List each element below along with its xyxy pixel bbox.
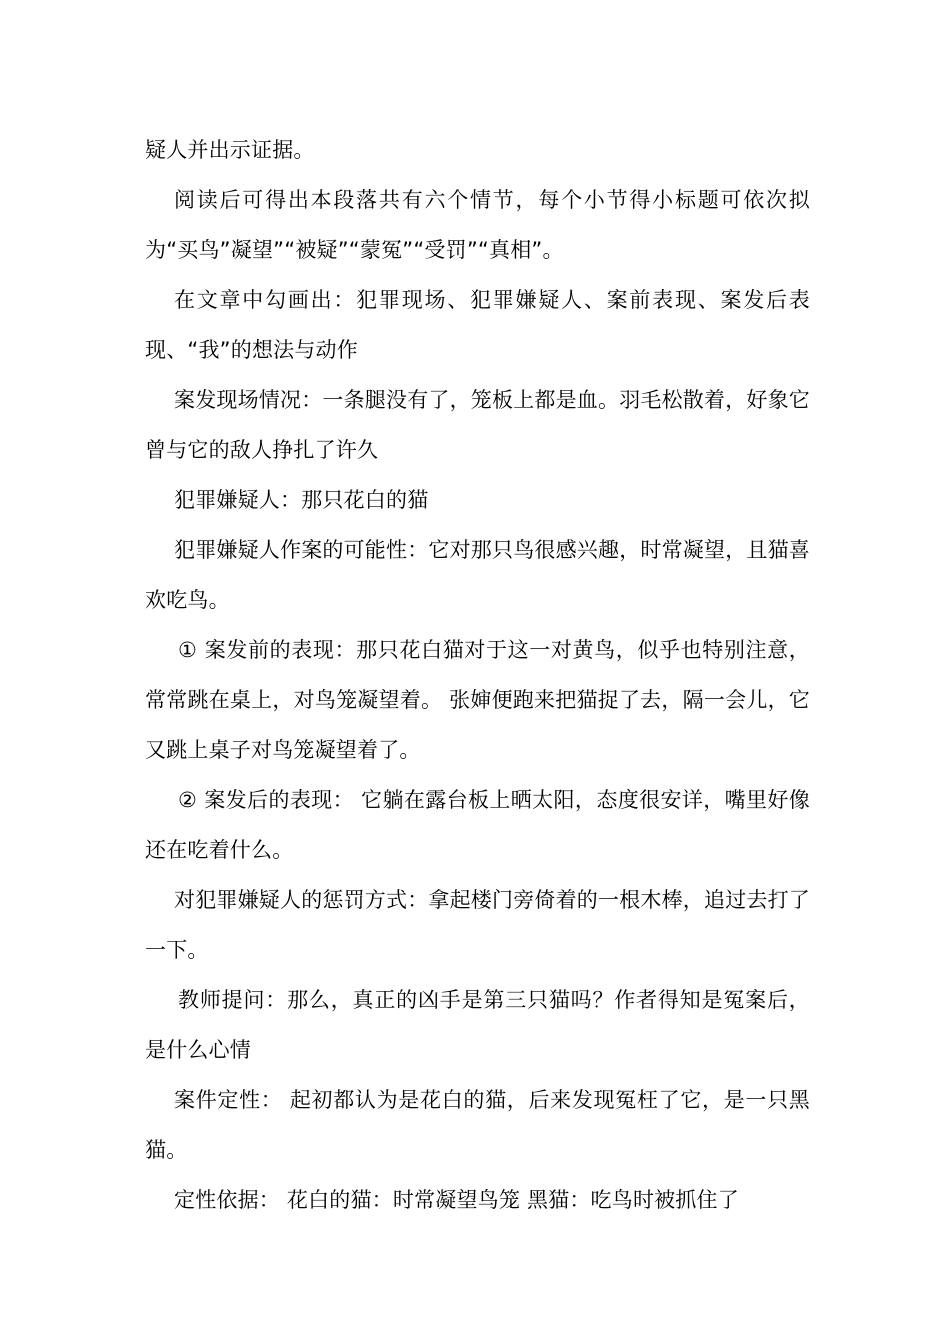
paragraph-suspect-possibility: 犯罪嫌疑人作案的可能性：它对那只鸟很感兴趣，时常凝望，且猫喜欢吃鸟。	[145, 538, 810, 612]
paragraph-teacher-question: 教师提问：那么，真正的凶手是第三只猫吗？作者得知是冤案后，是什么心情	[145, 988, 810, 1062]
paragraph-suspect-evidence: 疑人并出示证据。	[145, 138, 315, 162]
paragraph-crime-scene: 案发现场情况：一条腿没有了，笼板上都是血。羽毛松散着，好象它曾与它的敌人挣扎了许久	[145, 388, 810, 462]
paragraph-six-plots: 阅读后可得出本段落共有六个情节，每个小节得小标题可依次拟为“买鸟”凝望”“被疑”“蒙冤”“受罚”“真相”。	[145, 188, 810, 262]
paragraph-verdict-basis: 定性依据： 花白的猫：时常凝望鸟笼 黑猫：吃鸟时被抓住了	[174, 1188, 739, 1212]
paragraph-marking-task: 在文章中勾画出：犯罪现场、犯罪嫌疑人、案前表现、案发后表现、“我”的想法与动作	[145, 288, 810, 362]
paragraph-before-crime: ① 案发前的表现：那只花白猫对于这一对黄鸟，似乎也特别注意，常常跳在桌上，对鸟笼凝望着。 张婶便跑来把猫捉了去，隔一会儿，它又跳上桌子对鸟笼凝望着了。	[145, 638, 810, 762]
paragraph-after-crime: ② 案发后的表现： 它躺在露台板上晒太阳，态度很安详，嘴里好像还在吃着什么。	[145, 788, 810, 862]
paragraph-punishment: 对犯罪嫌疑人的惩罚方式：拿起楼门旁倚着的一根木棒，追过去打了一下。	[145, 888, 810, 962]
paragraph-case-verdict: 案件定性： 起初都认为是花白的猫，后来发现冤枉了它，是一只黑猫。	[145, 1088, 810, 1162]
document-body	[145, 125, 810, 1225]
paragraph-suspect: 犯罪嫌疑人：那只花白的猫	[174, 488, 429, 512]
